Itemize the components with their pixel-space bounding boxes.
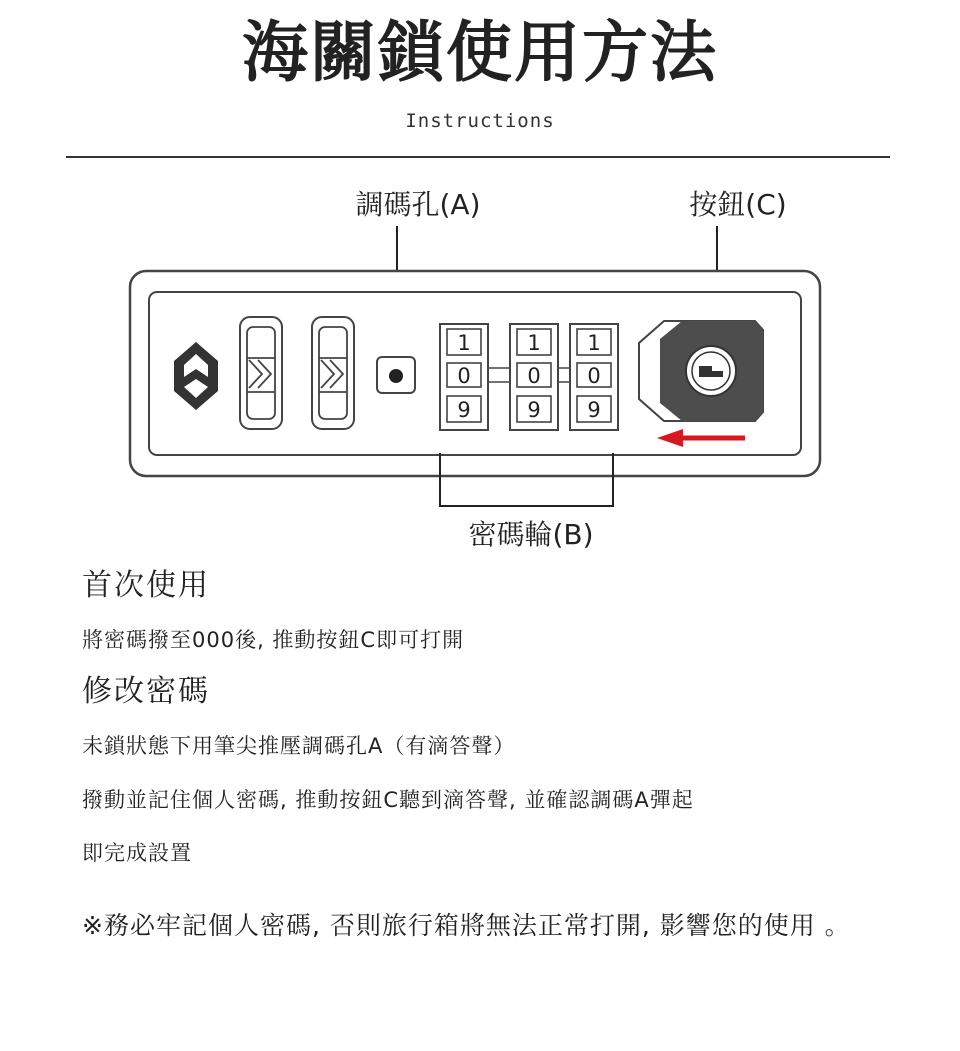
latch-slider-right — [312, 317, 354, 429]
first-use-line-1: 將密碼撥至000後, 推動按鈕C即可打開 — [82, 628, 465, 652]
change-code-line-1: 未鎖狀態下用筆尖推壓調碼孔A（有滴答聲） — [82, 734, 516, 758]
section-heading-first-use: 首次使用 — [82, 568, 210, 603]
wheel-1-top-digit: 1 — [457, 331, 471, 355]
combination-wheels — [440, 324, 618, 430]
section-heading-change-code: 修改密碼 — [82, 674, 210, 709]
wheel-2-bottom-digit: 9 — [527, 398, 541, 422]
wheel-1-middle-digit: 0 — [457, 364, 471, 388]
lock-diagram — [0, 170, 960, 560]
title-divider — [66, 156, 890, 158]
latch-slider-left — [240, 317, 282, 429]
combination-wheel-1 — [440, 324, 488, 430]
adjust-hole-a — [377, 357, 415, 393]
combination-wheel-2 — [510, 324, 558, 430]
wheel-3-middle-digit: 0 — [587, 364, 601, 388]
wheel-1-bottom-digit: 9 — [457, 398, 471, 422]
wheel-2-top-digit: 1 — [527, 331, 541, 355]
label-button: 按鈕(C) — [689, 188, 787, 221]
change-code-line-3: 即完成設置 — [82, 841, 192, 865]
combination-wheel-3 — [570, 324, 618, 430]
label-wheels: 密碼輪(B) — [468, 518, 594, 551]
push-button-c — [639, 321, 763, 421]
page-subtitle: Instructions — [405, 110, 555, 132]
wheel-3-bottom-digit: 9 — [587, 398, 601, 422]
change-code-line-2: 撥動並記住個人密碼, 推動按鈕C聽到滴答聲, 並確認調碼A彈起 — [82, 788, 694, 812]
page-title: 海關鎖使用方法 — [242, 14, 718, 91]
wheel-2-middle-digit: 0 — [527, 364, 541, 388]
warning-note: ※務必牢記個人密碼, 否則旅行箱將無法正常打開, 影響您的使用 。 — [82, 911, 851, 940]
label-adjust-hole: 調碼孔(A) — [355, 188, 481, 221]
wheel-3-top-digit: 1 — [587, 331, 601, 355]
